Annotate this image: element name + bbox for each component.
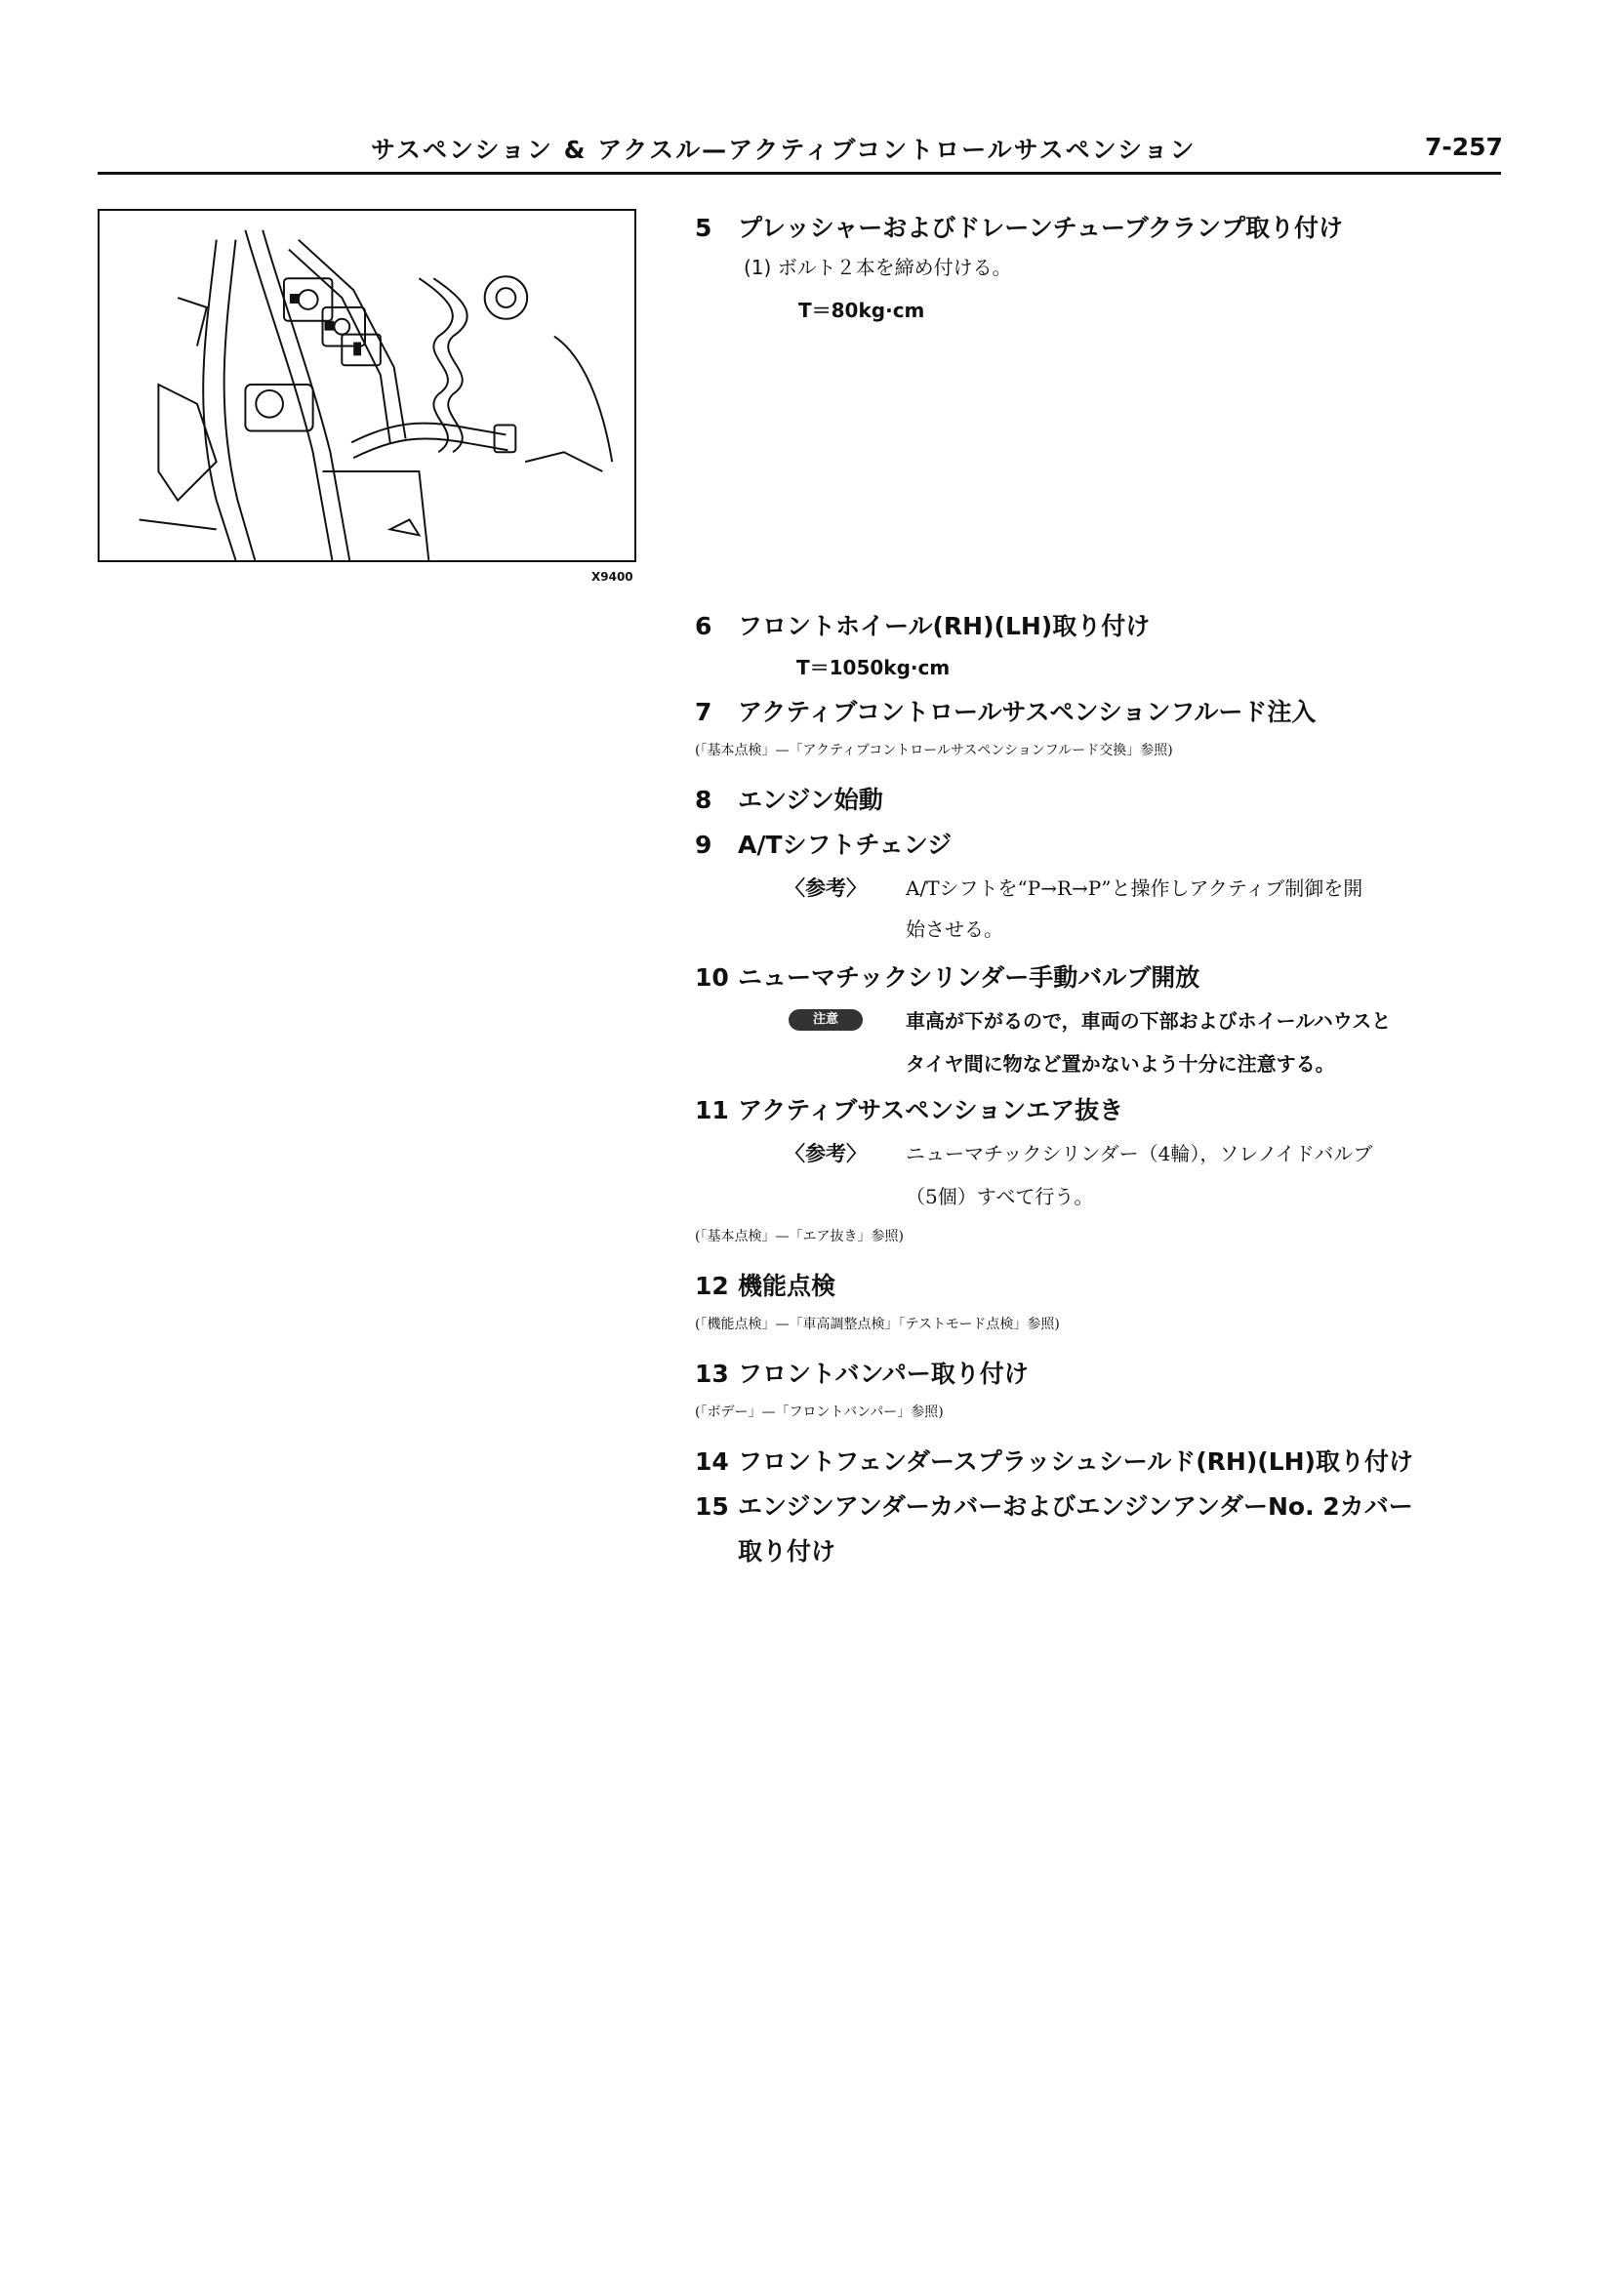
step-13-reference: (「ボデー」—「フロントバンパー」参照) xyxy=(695,1405,944,1420)
step-title-text: アクティブコントロールサスペンションフルード注入 xyxy=(738,698,1317,726)
step-11-title xyxy=(695,1091,1123,1126)
step-title-text: A/Tシフトチェンジ xyxy=(738,831,953,859)
step-9-note-label: 〈参考〉 xyxy=(785,876,867,900)
step-6-torque: T＝1050kg·cm xyxy=(796,656,951,679)
step-11-note-line-1: ニューマチックシリンダー（4輪），ソレノイドバルブ xyxy=(906,1142,1373,1165)
step-title-text: エンジン始動 xyxy=(738,786,883,814)
step-9-note-line-2: 始させる。 xyxy=(906,917,1003,941)
step-number: 7 xyxy=(695,698,712,726)
step-number: 14 xyxy=(695,1447,729,1476)
step-number: 9 xyxy=(695,831,712,859)
step-15-title-line-2: 取り付け xyxy=(738,1537,836,1566)
header-title: サスペンション & アクスル—アクティブコントロールサスペンション xyxy=(371,136,1197,164)
step-10-caution-line-1: 車高が下がるので，車両の下部およびホイールハウスと xyxy=(906,1009,1392,1033)
step-title-text: フロントフェンダースプラッシュシールド(RH)(LH)取り付け xyxy=(738,1447,1413,1476)
step-number: 13 xyxy=(695,1360,729,1388)
caution-badge: 注意 xyxy=(789,1009,863,1031)
step-7-title xyxy=(695,693,1316,728)
page-number: 7-257 xyxy=(1425,133,1503,161)
step-6-title xyxy=(695,607,1150,642)
step-title-text: エンジンアンダーカバーおよびエンジンアンダーNo. 2カバー xyxy=(738,1492,1413,1521)
header-rule xyxy=(98,172,1501,175)
step-12-title xyxy=(695,1267,835,1302)
figure-code: X9400 xyxy=(591,570,633,584)
step-10-title xyxy=(695,958,1199,994)
step-number: 11 xyxy=(695,1096,729,1124)
step-13-title xyxy=(695,1355,1029,1390)
step-title-text: フロントホイール(RH)(LH)取り付け xyxy=(738,612,1151,640)
step-14-title xyxy=(695,1443,1413,1478)
step-title-text: ニューマチックシリンダー手動バルブ開放 xyxy=(738,963,1200,992)
step-11-note-label: 〈参考〉 xyxy=(785,1142,867,1165)
step-5-torque: T＝80kg·cm xyxy=(798,299,925,322)
step-title-text: アクティブサスペンションエア抜き xyxy=(738,1096,1124,1124)
step-9-title xyxy=(695,826,952,861)
step-11-reference: (「基本点検」—「エア抜き」参照) xyxy=(695,1229,904,1244)
step-number: 5 xyxy=(695,214,712,242)
step-number: 12 xyxy=(695,1272,729,1300)
step-number: 6 xyxy=(695,612,712,640)
step-15-title xyxy=(695,1487,1413,1523)
step-title-text: プレッシャーおよびドレーンチューブクランプ取り付け xyxy=(738,214,1344,242)
step-10-caution-line-2: タイヤ間に物など置かないよう十分に注意する。 xyxy=(906,1052,1335,1076)
step-number: 15 xyxy=(695,1492,729,1521)
step-9-note-line-1: A/Tシフトを“P→R→P”と操作しアクティブ制御を開 xyxy=(906,876,1363,900)
step-8-title xyxy=(695,781,883,816)
step-number: 8 xyxy=(695,786,712,814)
figure-engine-illustration xyxy=(98,209,636,562)
step-7-reference: (「基本点検」—「アクティブコントロールサスペンションフルード交換」参照) xyxy=(695,743,1173,758)
step-number: 10 xyxy=(695,963,729,992)
step-title-text: フロントバンパー取り付け xyxy=(738,1360,1029,1388)
step-12-reference: (「機能点検」—「車高調整点検」「テストモード点検」参照) xyxy=(695,1317,1060,1332)
step-5-title xyxy=(695,209,1343,244)
step-5-substep: (1) ボルト２本を締め付ける。 xyxy=(744,256,1012,279)
step-title-text: 機能点検 xyxy=(738,1272,836,1300)
step-11-note-line-2: （5個）すべて行う。 xyxy=(906,1185,1094,1208)
